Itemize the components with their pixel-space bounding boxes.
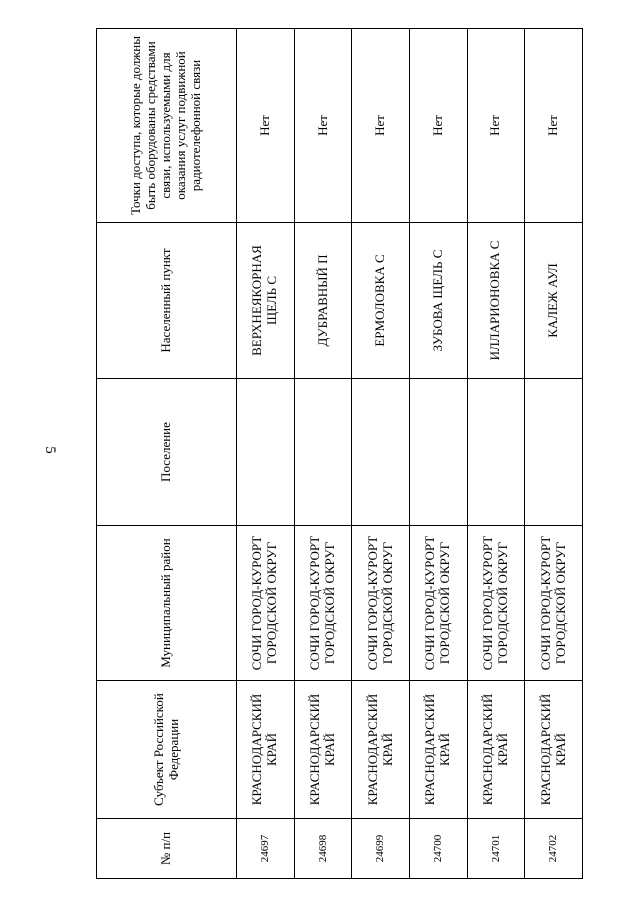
header-number: № п/п — [97, 819, 237, 879]
cell-settlement — [409, 379, 467, 526]
header-municipal-district: Муниципальный район — [97, 526, 237, 681]
cell-number: 24698 — [294, 819, 352, 879]
table-row — [294, 29, 352, 879]
cell-subject: КРАСНОДАРСКИЙ КРАЙ — [467, 681, 525, 819]
cell-municipal-district: СОЧИ ГОРОД-КУРОРТ ГОРОДСКОЙ ОКРУГ — [467, 526, 525, 681]
cell-municipal-district: СОЧИ ГОРОД-КУРОРТ ГОРОДСКОЙ ОКРУГ — [525, 526, 583, 681]
cell-settlement — [467, 379, 525, 526]
cell-settlement — [352, 379, 410, 526]
cell-municipal-district: СОЧИ ГОРОД-КУРОРТ ГОРОДСКОЙ ОКРУГ — [409, 526, 467, 681]
cell-number: 24701 — [467, 819, 525, 879]
cell-locality: ВЕРХНЕЯКОРНАЯ ЩЕЛЬ С — [237, 223, 295, 379]
table-row — [409, 29, 467, 879]
cell-settlement — [237, 379, 295, 526]
cell-access-points: Нет — [352, 29, 410, 223]
cell-settlement — [294, 379, 352, 526]
table-row — [525, 29, 583, 879]
cell-locality: ЕРМОЛОВКА С — [352, 223, 410, 379]
cell-access-points: Нет — [467, 29, 525, 223]
cell-subject: КРАСНОДАРСКИЙ КРАЙ — [294, 681, 352, 819]
cell-subject: КРАСНОДАРСКИЙ КРАЙ — [352, 681, 410, 819]
header-access-points: Точки доступа, которые должны быть оборудованы средствами связи, используемыми для оказания услуг подвижной радиотелефонной связи — [97, 29, 237, 223]
cell-locality: ДУБРАВНЫЙ П — [294, 223, 352, 379]
cell-locality: ЗУБОВА ЩЕЛЬ С — [409, 223, 467, 379]
table-row — [237, 29, 295, 879]
cell-subject: КРАСНОДАРСКИЙ КРАЙ — [409, 681, 467, 819]
cell-access-points: Нет — [409, 29, 467, 223]
table-header-row — [97, 29, 237, 879]
table-container — [96, 29, 583, 879]
cell-municipal-district: СОЧИ ГОРОД-КУРОРТ ГОРОДСКОЙ ОКРУГ — [294, 526, 352, 681]
rotated-table-frame — [96, 29, 583, 879]
header-subject: Субъект Российской Федерации — [97, 681, 237, 819]
header-locality: Населенный пункт — [97, 223, 237, 379]
cell-access-points: Нет — [525, 29, 583, 223]
cell-locality: ИЛЛАРИОНОВКА С — [467, 223, 525, 379]
cell-access-points: Нет — [294, 29, 352, 223]
table-row — [352, 29, 410, 879]
header-settlement: Поселение — [97, 379, 237, 526]
cell-locality: КАЛЕЖ АУЛ — [525, 223, 583, 379]
cell-municipal-district: СОЧИ ГОРОД-КУРОРТ ГОРОДСКОЙ ОКРУГ — [352, 526, 410, 681]
cell-number: 24700 — [409, 819, 467, 879]
cell-subject: КРАСНОДАРСКИЙ КРАЙ — [237, 681, 295, 819]
cell-number: 24702 — [525, 819, 583, 879]
page-number: 5 — [42, 446, 58, 454]
cell-subject: КРАСНОДАРСКИЙ КРАЙ — [525, 681, 583, 819]
cell-access-points: Нет — [237, 29, 295, 223]
cell-number: 24699 — [352, 819, 410, 879]
cell-municipal-district: СОЧИ ГОРОД-КУРОРТ ГОРОДСКОЙ ОКРУГ — [237, 526, 295, 681]
settlements-table — [96, 28, 583, 879]
cell-number: 24697 — [237, 819, 295, 879]
table-row — [467, 29, 525, 879]
cell-settlement — [525, 379, 583, 526]
